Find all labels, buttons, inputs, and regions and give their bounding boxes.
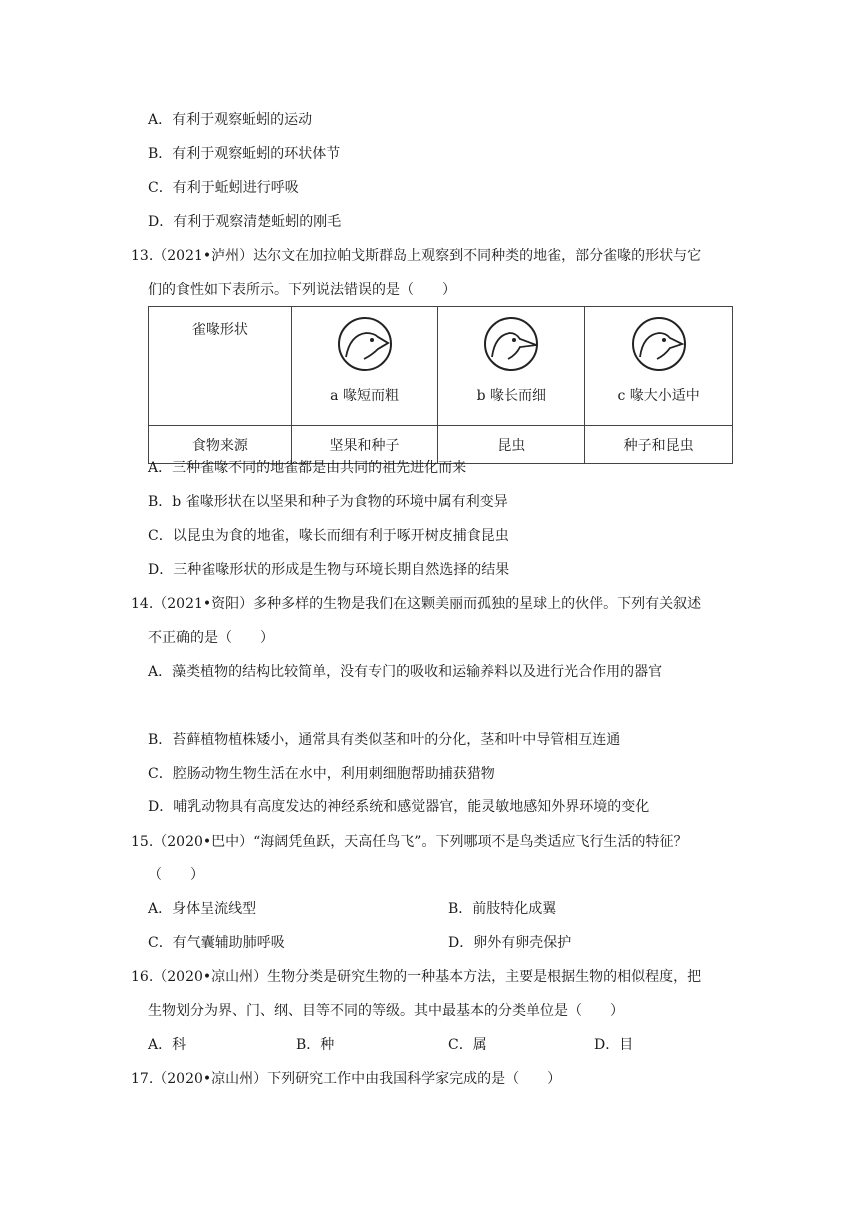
q16-stem-line2: 生物划分为界、门、纲、目等不同的等级。其中最基本的分类单位是（ ） <box>148 1003 624 1019</box>
q14-option-a: A．藻类植物的结构比较简单，没有专门的吸收和运输养料以及进行光合作用的器官 <box>148 664 663 680</box>
q16-option-d: D．目 <box>594 1037 634 1053</box>
q12-option-c: C．有利于蚯蚓进行呼吸 <box>148 180 299 196</box>
q17-stem-line1: 17.（2020•凉山州）下列研究工作中由我国科学家完成的是（ ） <box>131 1071 562 1087</box>
q15-option-d: D．卵外有卵壳保护 <box>448 935 572 951</box>
q14-option-b: B．苔藓植物植株矮小，通常具有类似茎和叶的分化，茎和叶中导管相互连通 <box>148 732 621 748</box>
beak-label-a: a 喙短而粗 <box>330 388 399 404</box>
q15-stem-line2: （ ） <box>148 867 204 883</box>
q14-option-c: C．腔肠动物生物生活在水中，利用刺细胞帮助捕获猎物 <box>148 766 495 782</box>
q16-option-c: C．属 <box>448 1037 487 1053</box>
bird-head-long-thin-beak-icon <box>482 315 540 373</box>
q13-stem-line2: 们的食性如下表所示。下列说法错误的是（ ） <box>148 282 456 298</box>
q15-option-a: A．身体呈流线型 <box>148 901 257 917</box>
q13-option-a: A．三种雀喙不同的地雀都是由共同的祖先进化而来 <box>148 460 467 476</box>
beak-cell-c <box>585 307 733 426</box>
beak-table <box>148 306 733 464</box>
q15-stem-line1: 15.（2020•巴中）“海阔凭鱼跃，天高任鸟飞”。下列哪项不是鸟类适应飞行生活的特征？ <box>131 834 688 850</box>
beak-label-b: b 喙长而细 <box>476 388 547 404</box>
food-a: 坚果和种子 <box>291 426 438 464</box>
q12-option-d: D．有利于观察清楚蚯蚓的刚毛 <box>148 214 342 230</box>
q16-option-b: B．种 <box>296 1037 335 1053</box>
q14-option-d: D．哺乳动物具有高度发达的神经系统和感觉器官，能灵敏地感知外界环境的变化 <box>148 799 650 815</box>
table-header-food-source: 食物来源 <box>149 426 292 464</box>
bird-head-medium-beak-icon <box>630 315 688 373</box>
q16-stem-line1: 16.（2020•凉山州）生物分类是研究生物的一种基本方法，主要是根据生物的相似程度，把 <box>131 969 702 985</box>
table-header-beak-shape: 雀喙形状 <box>149 307 292 426</box>
q12-option-a: A．有利于观察蚯蚓的运动 <box>148 112 313 128</box>
q13-option-c: C．以昆虫为食的地雀，喙长而细有利于啄开树皮捕食昆虫 <box>148 528 509 544</box>
q13-option-d: D．三种雀喙形状的形成是生物与环境长期自然选择的结果 <box>148 562 510 578</box>
q16-option-a: A．科 <box>148 1037 187 1053</box>
food-b: 昆虫 <box>438 426 585 464</box>
beak-cell-a <box>291 307 438 426</box>
beak-label-c: c 喙大小适中 <box>617 388 700 404</box>
q14-stem-line2: 不正确的是（ ） <box>148 630 274 646</box>
food-c: 种子和昆虫 <box>585 426 733 464</box>
beak-cell-b <box>438 307 585 426</box>
q14-stem-line1: 14.（2021•资阳）多种多样的生物是我们在这颗美丽而孤独的星球上的伙伴。下列有关叙述 <box>131 596 702 612</box>
q13-stem-line1: 13.（2021•泸州）达尔文在加拉帕戈斯群岛上观察到不同种类的地雀，部分雀喙的形状与它 <box>131 248 702 264</box>
q13-option-b: B．b 雀喙形状在以坚果和种子为食物的环境中属有利变异 <box>148 494 508 510</box>
bird-head-short-thick-beak-icon <box>336 315 394 373</box>
q12-option-b: B．有利于观察蚯蚓的环状体节 <box>148 146 341 162</box>
q15-option-c: C．有气囊辅助肺呼吸 <box>148 935 285 951</box>
q15-option-b: B．前肢特化成翼 <box>448 901 557 917</box>
